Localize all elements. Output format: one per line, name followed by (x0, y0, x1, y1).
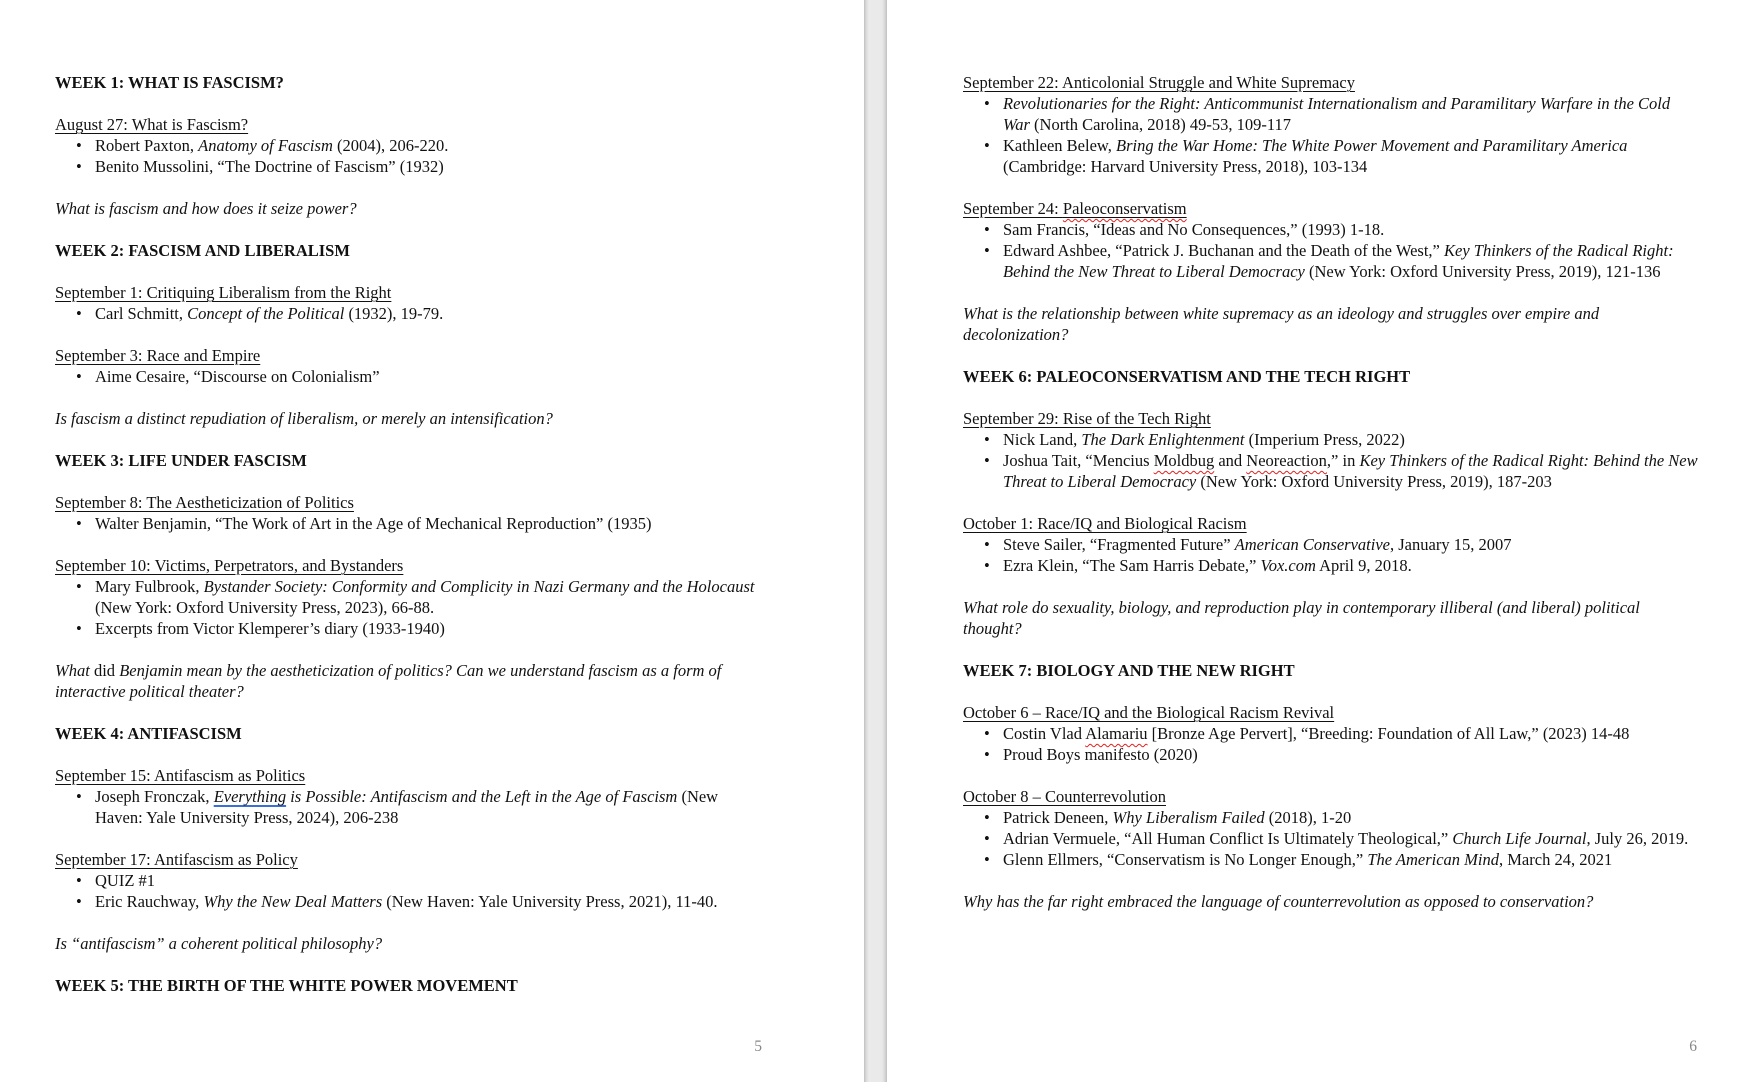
text-segment: October 1: Race/IQ and Biological Racism (963, 514, 1247, 533)
reading-list (55, 366, 765, 387)
roman-text: did (93, 661, 120, 680)
text-segment: Sam Francis, “Ideas and No Consequences,” (1993) 1-18. (1003, 220, 1385, 239)
text-segment: Joshua Tait, “Mencius (1003, 451, 1154, 470)
reading-item (55, 618, 765, 639)
week-heading (55, 723, 765, 744)
text-segment: WEEK 6: PALEOCONSERVATISM AND THE TECH RIGHT (963, 367, 1411, 386)
reading-item (55, 303, 765, 324)
text-segment: Glenn Ellmers, “Conservatism is No Longer Enough,” (1003, 850, 1368, 869)
text-segment: September 10: Victims, Perpetrators, and Bystanders (55, 556, 404, 575)
text-segment: September 22: Anticolonial Struggle and White Supremacy (963, 73, 1355, 92)
italic-text: Anatomy of Fascism (198, 136, 333, 155)
reading-item (963, 93, 1698, 135)
text-segment: Benito Mussolini, “The Doctrine of Fascism” (1932) (95, 157, 444, 176)
text-segment: April 9, 2018. (1315, 556, 1412, 575)
text-segment: Is “antifascism” a coherent political philosophy? (55, 934, 383, 953)
session-heading (963, 198, 1698, 219)
session-heading (963, 702, 1698, 723)
reading-item (963, 744, 1698, 765)
text-segment: Adrian Vermuele, “All Human Conflict Is Ultimately Theological,” (1003, 829, 1453, 848)
misspelled-word[interactable]: Moldbug (1153, 451, 1215, 470)
italic-text: American Conservative (1234, 535, 1390, 554)
discussion-question (963, 891, 1698, 912)
text-segment: , March 24, 2021 (1499, 850, 1613, 869)
reading-list (963, 219, 1698, 282)
italic-text: Why Liberalism Failed (1112, 808, 1265, 827)
text-segment: WEEK 4: ANTIFASCISM (55, 724, 242, 743)
text-segment: Robert Paxton, (95, 136, 199, 155)
text-segment: (New York: Oxford University Press, 2019), 121-136 (1304, 262, 1661, 281)
italic-text: Key Thinkers of the Radical Right: Behind the New Threat to Liberal Democracy (1003, 241, 1674, 281)
week-heading (55, 72, 765, 93)
page-number: 6 (1689, 1038, 1697, 1055)
text-segment: (2018), 1-20 (1264, 808, 1352, 827)
text-segment: [Bronze Age Pervert], “Breeding: Foundation of All Law,” (2023) 14-48 (1147, 724, 1630, 743)
discussion-question (55, 933, 765, 954)
session-heading (963, 513, 1698, 534)
text-segment: September 24: (963, 199, 1063, 218)
text-segment: September 15: Antifascism as Politics (55, 766, 306, 785)
reading-item (963, 849, 1698, 870)
text-segment: QUIZ #1 (95, 871, 156, 890)
text-segment: Ezra Klein, “The Sam Harris Debate,” (1003, 556, 1261, 575)
italic-text: Bystander Society: Conformity and Complicity in Nazi Germany and the Holocaust (203, 577, 755, 596)
session-heading (963, 786, 1698, 807)
text-segment: WEEK 3: LIFE UNDER FASCISM (55, 451, 307, 470)
reading-item (963, 135, 1698, 177)
text-segment: , January 15, 2007 (1390, 535, 1512, 554)
discussion-question (963, 597, 1698, 639)
text-segment: WEEK 1: WHAT IS FASCISM? (55, 73, 284, 92)
page-number: 5 (754, 1038, 762, 1055)
page-gap-divider (864, 0, 887, 1082)
reading-list (963, 534, 1698, 576)
reading-list (55, 870, 765, 912)
discussion-question (55, 408, 765, 429)
italic-text: Church Life Journal (1452, 829, 1587, 848)
text-segment: October 8 – Counterrevolution (963, 787, 1166, 806)
session-heading (55, 555, 765, 576)
reading-item (963, 807, 1698, 828)
italic-text: Concept of the Political (187, 304, 345, 323)
session-heading (55, 765, 765, 786)
text-segment: Steve Sailer, “Fragmented Future” (1003, 535, 1235, 554)
reading-list (55, 303, 765, 324)
text-segment: Proud Boys manifesto (2020) (1003, 745, 1198, 764)
text-segment: Carl Schmitt, (95, 304, 188, 323)
text-segment: WEEK 5: THE BIRTH OF THE WHITE POWER MOVEMENT (55, 976, 518, 995)
text-segment: Benjamin mean by the aestheticization of politics? Can we understand fascism as a form of interactive political theater? (55, 661, 722, 701)
text-segment: (Imperium Press, 2022) (1244, 430, 1405, 449)
reading-item (55, 576, 765, 618)
text-segment: (New York: Oxford University Press, 2019), 187-203 (1196, 472, 1552, 491)
text-segment: WEEK 2: FASCISM AND LIBERALISM (55, 241, 350, 260)
text-segment: (New Haven: Yale University Press, 2021), 11-40. (382, 892, 718, 911)
text-segment: (1932), 19-79. (344, 304, 444, 323)
text-segment: Costin Vlad (1003, 724, 1086, 743)
reading-list (55, 135, 765, 177)
text-segment: Joseph Fronczak, (95, 787, 214, 806)
text-segment: Nick Land, (1003, 430, 1082, 449)
session-heading (55, 492, 765, 513)
text-segment: What is fascism and how does it seize power? (55, 199, 357, 218)
session-heading (55, 114, 765, 135)
text-segment: (New Haven: Yale University Press, 2024), 206-238 (95, 787, 719, 827)
reading-item (963, 450, 1698, 492)
text-segment: Aime Cesaire, “Discourse on Colonialism” (95, 367, 380, 386)
text-segment: August 27: What is Fascism? (55, 115, 249, 134)
italic-text: Why the New Deal Matters (203, 892, 383, 911)
page-right-content (963, 72, 1698, 933)
italic-text: Revolutionaries for the Right: Anticommunist Internationalism and Paramilitary Warfare in the Cold War (1003, 94, 1671, 134)
text-segment: (2004), 206-220. (332, 136, 449, 155)
text-segment: Walter Benjamin, “The Work of Art in the Age of Mechanical Reproduction” (1935) (95, 514, 652, 533)
text-segment: Is fascism a distinct repudiation of liberalism, or merely an intensification? (55, 409, 553, 428)
week-heading (963, 660, 1698, 681)
discussion-question (55, 198, 765, 219)
week-heading (55, 450, 765, 471)
text-segment: Eric Rauchway, (95, 892, 204, 911)
misspelled-word[interactable]: Alamariu (1085, 724, 1148, 743)
misspelled-word[interactable]: Paleoconservatism (1062, 199, 1187, 218)
text-segment: Mary Fulbrook, (95, 577, 204, 596)
reading-list (963, 429, 1698, 492)
page-left-content (55, 72, 765, 1017)
text-segment: September 17: Antifascism as Policy (55, 850, 298, 869)
text-segment: (New York: Oxford University Press, 2023), 66-88. (95, 598, 435, 617)
text-segment: What (55, 661, 94, 680)
session-heading (963, 408, 1698, 429)
reading-item (55, 891, 765, 912)
reading-list (55, 576, 765, 639)
reading-item (963, 429, 1698, 450)
reading-item (55, 786, 765, 828)
reading-item (963, 555, 1698, 576)
text-segment: Patrick Deneen, (1003, 808, 1113, 827)
reading-item (55, 156, 765, 177)
text-segment: September 1: Critiquing Liberalism from the Right (55, 283, 392, 302)
reading-item (963, 534, 1698, 555)
italic-text: The American Mind (1367, 850, 1499, 869)
reading-list (963, 93, 1698, 177)
reading-list (55, 786, 765, 828)
text-segment: What role do sexuality, biology, and reproduction play in contemporary illiberal (and liberal) political thought? (963, 598, 1640, 638)
text-segment: (Cambridge: Harvard University Press, 2018), 103-134 (1003, 157, 1368, 176)
reading-item (55, 513, 765, 534)
reading-item (963, 219, 1698, 240)
discussion-question (55, 660, 765, 702)
text-segment: WEEK 7: BIOLOGY AND THE NEW RIGHT (963, 661, 1295, 680)
text-segment: September 29: Rise of the Tech Right (963, 409, 1211, 428)
session-heading (55, 849, 765, 870)
reading-list (963, 807, 1698, 870)
session-heading (55, 345, 765, 366)
italic-text: Vox.com (1260, 556, 1316, 575)
reading-item (963, 723, 1698, 744)
text-segment: , July 26, 2019. (1586, 829, 1689, 848)
text-segment: September 3: Race and Empire (55, 346, 261, 365)
discussion-question (963, 303, 1698, 345)
week-heading (55, 975, 765, 996)
text-segment: Excerpts from Victor Klemperer’s diary (1933-1940) (95, 619, 445, 638)
text-segment: September 8: The Aestheticization of Politics (55, 493, 354, 512)
reading-item (55, 870, 765, 891)
misspelled-word[interactable]: Neoreaction (1246, 451, 1327, 470)
text-segment: Why has the far right embraced the language of counterrevolution as opposed to conservation? (963, 892, 1594, 911)
italic-text: Key Thinkers of the Radical Right: Behind the New Threat to Liberal Democracy (1003, 451, 1698, 491)
text-segment: and (1214, 451, 1247, 470)
suggested-edit-word[interactable]: Everything (213, 787, 287, 806)
session-heading (963, 72, 1698, 93)
text-segment: Edward Ashbee, “Patrick J. Buchanan and the Death of the West,” (1003, 241, 1444, 260)
text-segment: ,” in (1326, 451, 1360, 470)
reading-item (55, 366, 765, 387)
italic-text: The Dark Enlightenment (1081, 430, 1245, 449)
text-segment: October 6 – Race/IQ and the Biological Racism Revival (963, 703, 1335, 722)
reading-item (55, 135, 765, 156)
reading-item (963, 240, 1698, 282)
text-segment: Kathleen Belew, (1003, 136, 1117, 155)
reading-item (963, 828, 1698, 849)
italic-text: Bring the War Home: The White Power Movement and Paramilitary America (1116, 136, 1628, 155)
week-heading (963, 366, 1698, 387)
session-heading (55, 282, 765, 303)
reading-list (963, 723, 1698, 765)
reading-list (55, 513, 765, 534)
week-heading (55, 240, 765, 261)
text-segment: (North Carolina, 2018) 49-53, 109-117 (1029, 115, 1291, 134)
text-segment: What is the relationship between white supremacy as an ideology and struggles over empire and decolonization? (963, 304, 1600, 344)
italic-text: is Possible: Antifascism and the Left in the Age of Fascism (286, 787, 678, 806)
